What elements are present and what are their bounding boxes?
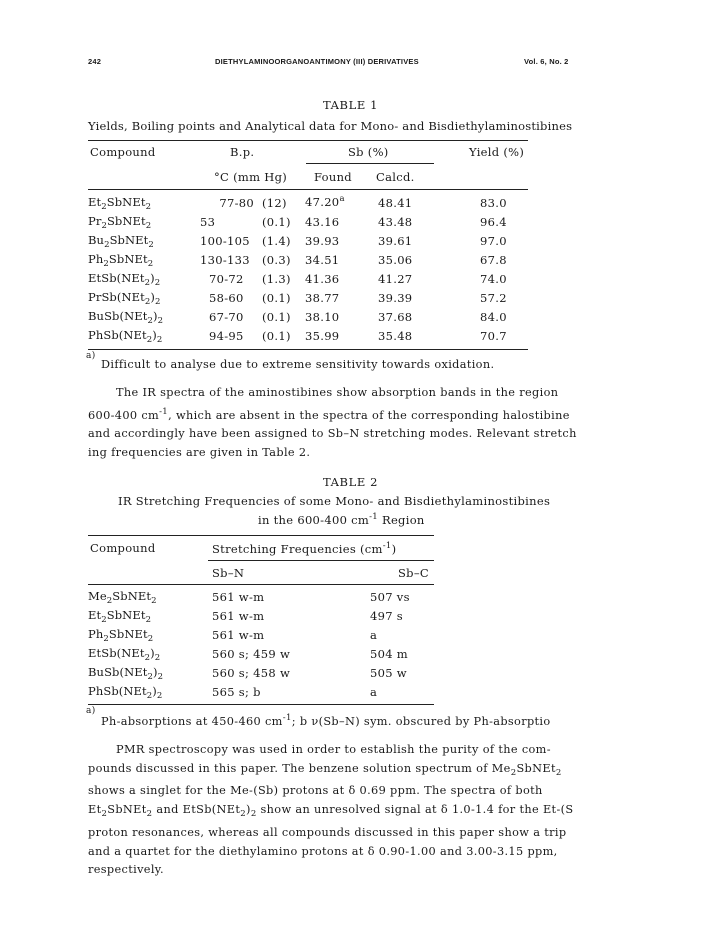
para2-line: shows a singlet for the Me-(Sb) protons at δ 0.69 ppm. The spectra of both bbox=[88, 784, 543, 798]
volume-issue: Vol. 6, No. 2 bbox=[524, 57, 569, 66]
table2-top-rule bbox=[88, 535, 434, 536]
t1-found: 35.99 bbox=[305, 329, 340, 343]
t1-compound: $Bu_2SbNEt_2$ bbox=[88, 233, 154, 250]
para2-line: respectively. bbox=[88, 863, 164, 877]
t2-col-sbn: Sb–N bbox=[212, 566, 245, 580]
t1-calcd: 43.48 bbox=[378, 215, 413, 229]
t2-sbn: 561 w-m bbox=[212, 590, 265, 604]
t1-calcd: 48.41 bbox=[378, 196, 413, 210]
t1-footnote: Difficult to analyse due to extreme sensitivity towards oxidation. bbox=[101, 358, 495, 371]
t1-yield: 57.2 bbox=[480, 291, 507, 305]
t1-bp: 77-80 bbox=[219, 196, 254, 210]
t1-found: 41.36 bbox=[305, 272, 340, 286]
table1-bottom-rule bbox=[88, 349, 528, 350]
t1-found: 34.51 bbox=[305, 253, 340, 267]
page-number: 242 bbox=[88, 57, 102, 66]
t1-bp: 67-70 bbox=[209, 310, 244, 324]
t1-pressure: (1.3) bbox=[262, 272, 291, 286]
t1-footnote-mark: a) bbox=[86, 351, 96, 361]
t2-sbn: 561 w-m bbox=[212, 628, 265, 642]
t1-yield: 84.0 bbox=[480, 310, 507, 324]
para1-line: The IR spectra of the aminostibines show absorption bands in the region bbox=[116, 386, 559, 399]
t1-compound: $BuSb(NEt_2)_2$ bbox=[88, 309, 164, 326]
t1-calcd: 41.27 bbox=[378, 272, 413, 286]
para1-line: 600-400 $cm^{-1}$, which are absent in the spectra of the corresponding halostibine bbox=[88, 406, 570, 422]
t2-sbn: 560 s; 459 w bbox=[212, 647, 291, 661]
t1-calcd: 35.48 bbox=[378, 329, 413, 343]
para2-line: PMR spectroscopy was used in order to establish the purity of the com- bbox=[116, 743, 551, 756]
t1-compound: $Et_2SbNEt_2$ bbox=[88, 195, 152, 212]
t1-calcd: 35.06 bbox=[378, 253, 413, 267]
t2-footnote-mark: a) bbox=[86, 706, 96, 716]
para2-line: and a quartet for the diethylamino protons at δ 0.90-1.00 and 3.00-3.15 ppm, bbox=[88, 844, 558, 858]
t2-sbc: 504 m bbox=[370, 647, 409, 661]
table2-bottom-rule bbox=[88, 704, 434, 705]
t1-col-compound: Compound bbox=[90, 145, 156, 159]
table1-label: TABLE 1 bbox=[322, 98, 378, 112]
t1-compound: $Pr_2SbNEt_2$ bbox=[88, 214, 152, 231]
t1-calcd: 39.61 bbox=[378, 234, 413, 248]
para2-line: pounds discussed in this paper. The benzene solution spectrum of $Me_2SbNEt_2$ bbox=[88, 761, 562, 778]
t1-found: 38.77 bbox=[305, 291, 340, 305]
t2-sbc: a bbox=[370, 685, 378, 699]
t2-compound: $Ph_2SbNEt_2$ bbox=[88, 627, 154, 644]
t1-col-bp: B.p. bbox=[230, 145, 255, 159]
table1-caption: Yields, Boiling points and Analytical data for Mono- and Bisdiethylaminostibines bbox=[88, 119, 573, 133]
t2-compound: $PhSb(NEt_2)_2$ bbox=[88, 684, 163, 701]
t1-col-calcd: Calcd. bbox=[376, 170, 415, 184]
t2-sbc: a bbox=[370, 628, 378, 642]
t2-compound: $EtSb(NEt_2)_2$ bbox=[88, 646, 161, 663]
t1-bp: 130-133 bbox=[200, 253, 250, 267]
t1-bp: 94-95 bbox=[209, 329, 244, 343]
para1-line: ing frequencies are given in Table 2. bbox=[88, 445, 311, 459]
t1-found: 39.93 bbox=[305, 234, 340, 248]
table1-top-rule bbox=[88, 140, 528, 141]
table2-header-rule bbox=[88, 584, 434, 585]
t2-sbn: 565 s; b bbox=[212, 685, 261, 699]
t1-col-bp-unit: °C (mm Hg) bbox=[214, 170, 288, 184]
t1-yield: 97.0 bbox=[480, 234, 507, 248]
table2-label: TABLE 2 bbox=[322, 475, 378, 489]
t2-sbn: 561 w-m bbox=[212, 609, 265, 623]
para1-line: and accordingly have been assigned to Sb–N stretching modes. Relevant stretch bbox=[88, 427, 577, 441]
t1-yield: 67.8 bbox=[480, 253, 507, 267]
t1-compound: $PhSb(NEt_2)_2$ bbox=[88, 328, 163, 345]
t1-calcd: 39.39 bbox=[378, 291, 413, 305]
t1-found: 43.16 bbox=[305, 215, 340, 229]
t1-bp: 100-105 bbox=[200, 234, 250, 248]
table2-caption: IR Stretching Frequencies of some Mono- and Bisdiethylaminostibines bbox=[118, 494, 551, 508]
t1-pressure: (0.1) bbox=[262, 291, 291, 305]
paragraph-pmr bbox=[88, 741, 678, 880]
para2-line: $Et_2SbNEt_2$ and $EtSb(NEt_2)_2$ show an unresolved signal at δ 1.0-1.4 for the Et-(S bbox=[88, 803, 574, 820]
t1-pressure: (0.1) bbox=[262, 215, 291, 229]
t1-sb-subrule bbox=[306, 163, 434, 164]
t2-col-freq: Stretching Frequencies $(cm^{-1})$ bbox=[212, 541, 397, 556]
t2-compound: $Me_2SbNEt_2$ bbox=[88, 589, 157, 606]
t1-compound: $PrSb(NEt_2)_2$ bbox=[88, 290, 161, 307]
t1-bp: 53 bbox=[200, 215, 216, 229]
t1-yield: 70.7 bbox=[480, 329, 507, 343]
t1-yield: 96.4 bbox=[480, 215, 507, 229]
t2-col-compound: Compound bbox=[90, 541, 156, 555]
t1-found: 47.20$^a$ bbox=[305, 194, 345, 209]
table1-header-rule bbox=[88, 189, 528, 190]
t1-pressure: (1.4) bbox=[262, 234, 291, 248]
t1-yield: 74.0 bbox=[480, 272, 507, 286]
t2-col-sbc: Sb–C bbox=[398, 566, 429, 580]
t2-compound: $BuSb(NEt_2)_2$ bbox=[88, 665, 164, 682]
t1-calcd: 37.68 bbox=[378, 310, 413, 324]
t1-col-sb: Sb (%) bbox=[348, 145, 389, 159]
paragraph-ir bbox=[88, 384, 678, 463]
t1-pressure: (0.1) bbox=[262, 310, 291, 324]
t1-pressure: (0.1) bbox=[262, 329, 291, 343]
t1-bp: 58-60 bbox=[209, 291, 244, 305]
t2-footnote: Ph-absorptions at 450-460 $cm^{-1}$; b ν(Sb–N) sym. obscured by Ph-absorptio bbox=[101, 713, 551, 728]
t1-col-yield: Yield (%) bbox=[469, 145, 525, 159]
t1-compound: $Ph_2SbNEt_2$ bbox=[88, 252, 154, 269]
t2-freq-subrule bbox=[208, 560, 434, 561]
t1-pressure: (0.3) bbox=[262, 253, 291, 267]
t2-compound: $Et_2SbNEt_2$ bbox=[88, 608, 152, 625]
table2-caption-line2: in the 600-400 $cm^{-1}$ Region bbox=[258, 512, 425, 527]
t1-compound: $EtSb(NEt_2)_2$ bbox=[88, 271, 161, 288]
t1-bp: 70-72 bbox=[209, 272, 244, 286]
t1-found: 38.10 bbox=[305, 310, 340, 324]
t1-col-found: Found bbox=[314, 170, 352, 184]
para2-line: proton resonances, whereas all compounds discussed in this paper show a trip bbox=[88, 825, 567, 839]
t2-sbc: 497 s bbox=[370, 609, 404, 623]
t2-sbc: 507 vs bbox=[370, 590, 410, 604]
t1-yield: 83.0 bbox=[480, 196, 507, 210]
running-title: DIETHYLAMINOORGANOANTIMONY (III) DERIVATIVES bbox=[215, 57, 419, 66]
t2-sbn: 560 s; 458 w bbox=[212, 666, 291, 680]
t2-sbc: 505 w bbox=[370, 666, 407, 680]
t1-pressure: (12) bbox=[262, 196, 287, 210]
